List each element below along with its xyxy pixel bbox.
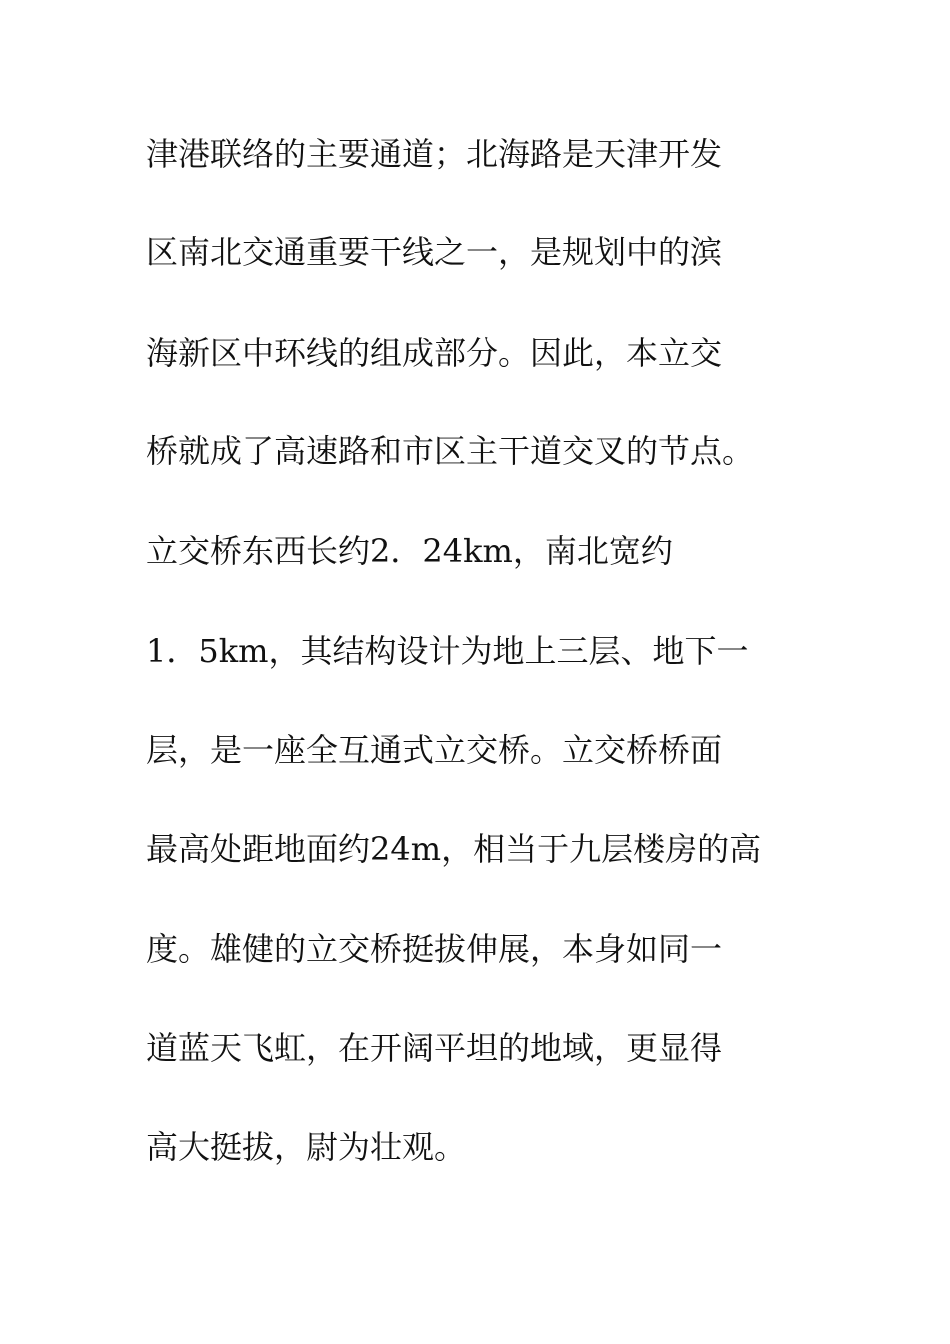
- text-line: 海新区中环线的组成部分。因此，本立交: [146, 334, 723, 372]
- text-line: 最高处距地面约24m，相当于九层楼房的高: [146, 830, 762, 868]
- text-line: 立交桥东西长约2．24km，南北宽约: [146, 532, 673, 570]
- text-line: 度。雄健的立交桥挺拔伸展，本身如同一: [146, 930, 723, 968]
- text-line: 道蓝天飞虹，在开阔平坦的地域，更显得: [146, 1029, 723, 1067]
- text-line: 津港联络的主要通道；北海路是天津开发: [146, 135, 723, 173]
- text-line: 桥就成了高速路和市区主干道交叉的节点。: [146, 432, 755, 470]
- text-line: 高大挺拔，尉为壮观。: [146, 1128, 467, 1166]
- text-line: 1．5km，其结构设计为地上三层、地下一: [146, 632, 749, 670]
- text-line: 区南北交通重要干线之一，是规划中的滨: [146, 233, 723, 271]
- text-line: 层，是一座全互通式立交桥。立交桥桥面: [146, 731, 723, 769]
